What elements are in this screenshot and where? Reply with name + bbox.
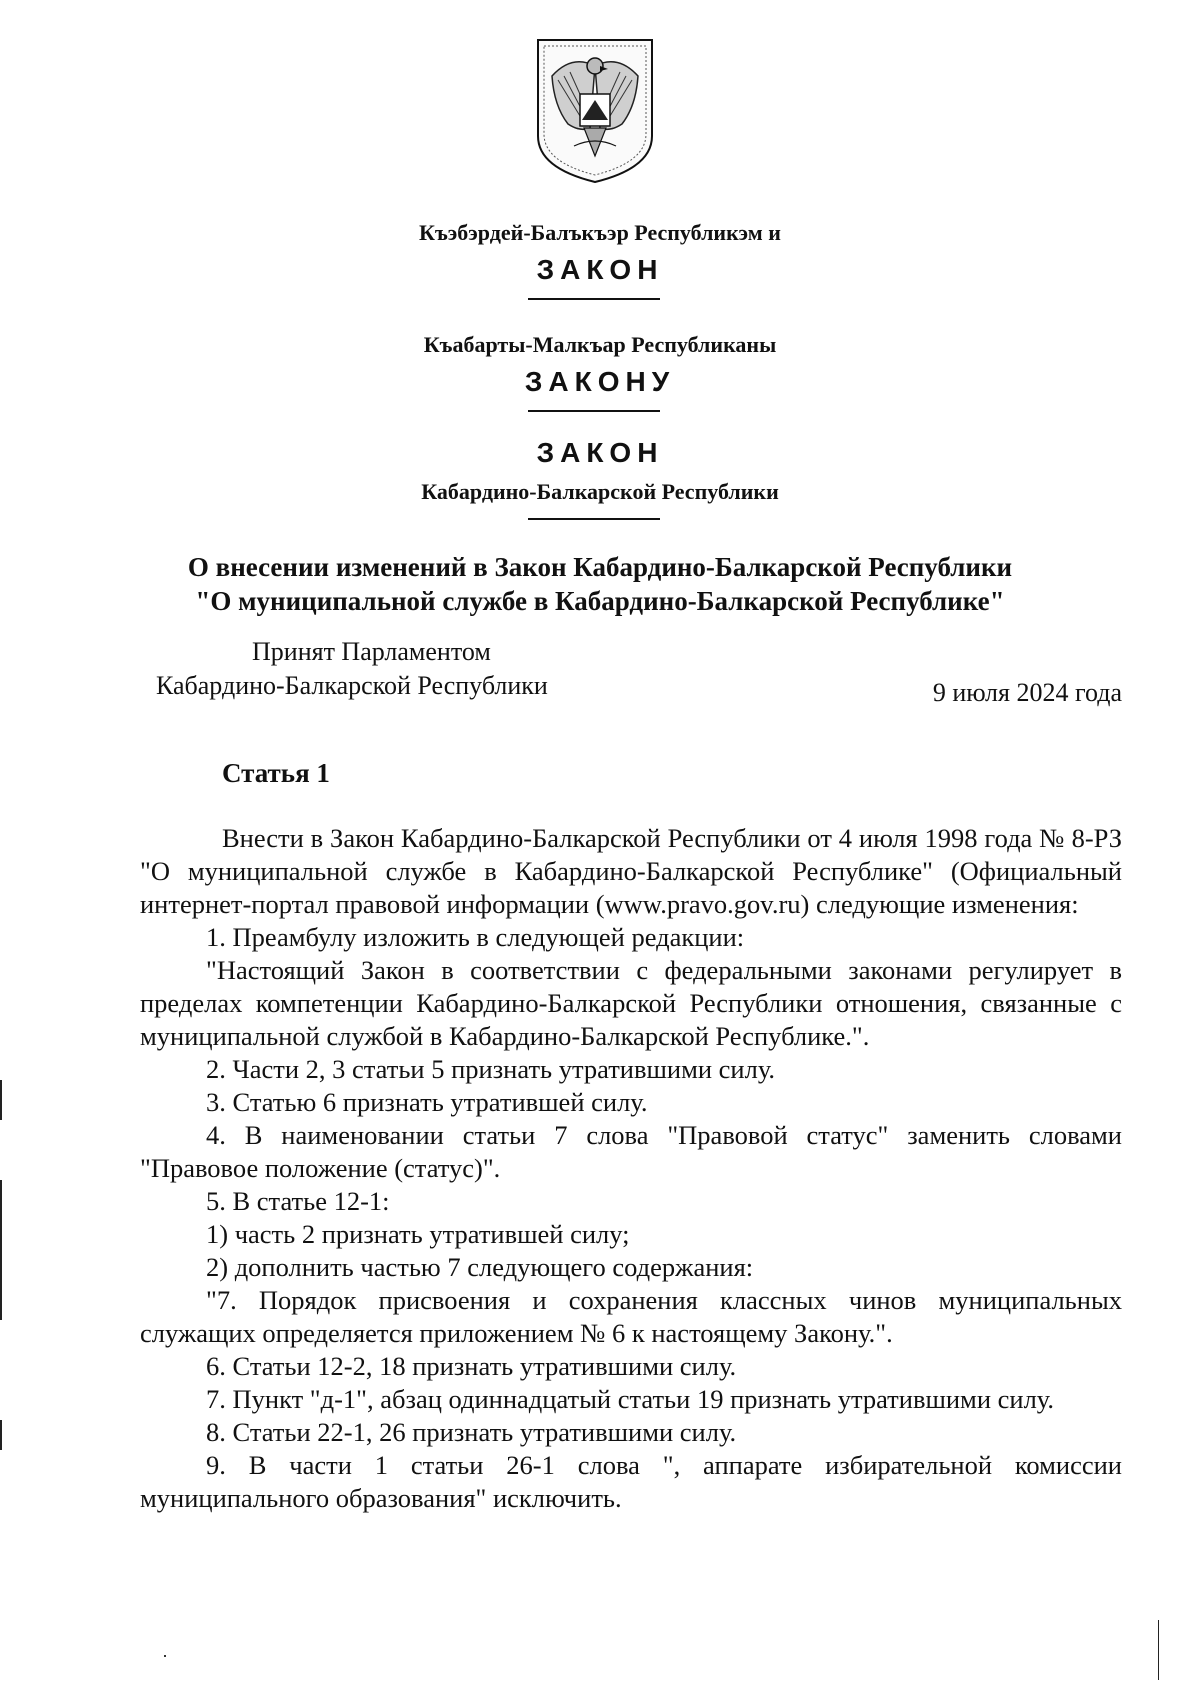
kabardian-law-word: ЗАКОН: [536, 254, 664, 285]
article-heading: Статья 1: [222, 758, 330, 788]
amendment-item: 1. Преамбулу изложить в следующей редакции:: [206, 922, 745, 952]
adoption-date: 9 июля 2024 года: [932, 678, 1122, 707]
amendment-item: 8. Статьи 22-1, 26 признать утратившими силу.: [206, 1417, 737, 1447]
amendment-item: 6. Статьи 12-2, 18 признать утратившими силу.: [206, 1351, 737, 1381]
amendment-item: 2) дополнить частью 7 следующего содержания:: [206, 1252, 754, 1282]
scan-margin-mark: [0, 1080, 2, 1120]
coat-of-arms-icon: [534, 36, 656, 184]
law-title-line-1: О внесении изменений в Закон Кабардино-Балкарской Республики: [187, 552, 1013, 582]
amendment-item: 1) часть 2 признать утратившей силу;: [206, 1219, 630, 1249]
article-body: [140, 822, 1122, 1515]
divider: [528, 518, 660, 520]
law-title-line-2: "О муниципальной службе в Кабардино-Балкарской Республике": [195, 586, 1005, 616]
scan-margin-mark: [0, 1180, 2, 1320]
adopted-by-line-2: Кабардино-Балкарской Республики: [156, 671, 548, 700]
russian-heading: Кабардино-Балкарской Республики: [421, 479, 779, 504]
amendment-item: 5. В статье 12-1:: [206, 1186, 390, 1216]
coat-of-arms-emblem: [534, 36, 656, 184]
amendment-item: 7. Пункт "д-1", абзац одиннадцатый статьи 19 признать утратившими силу.: [206, 1384, 1055, 1414]
scan-margin-mark: [1158, 1620, 1159, 1680]
russian-law-word: ЗАКОН: [536, 437, 664, 468]
amendment-item: 2. Части 2, 3 статьи 5 признать утратившими силу.: [206, 1054, 776, 1084]
law-title: [150, 550, 1050, 618]
scan-margin-mark: [0, 1420, 2, 1450]
divider: [528, 298, 660, 300]
scan-speck: [164, 1655, 166, 1657]
balkar-law-word: ЗАКОНУ: [524, 366, 676, 397]
adopted-by-line-1: Принят Парламентом: [252, 637, 491, 666]
divider: [528, 410, 660, 412]
article-intro: Внести в Закон Кабардино-Балкарской Республики от 4 июля 1998 года № 8-РЗ "О муниципальной службе в Кабардино-Балкарской Республике" (Официальный интернет-портал правовой информации (www.pravo.gov.ru) следующие изменения:: [140, 823, 1122, 919]
balkar-heading: Къабарты-Малкъар Республиканы: [423, 332, 777, 357]
kabardian-heading: Къэбэрдей-Балъкъэр Республикэм и: [419, 220, 781, 245]
amendment-item: "Настоящий Закон в соответствии с федеральными законами регулирует в пределах компетенции Кабардино-Балкарской Республики отношения, связанные с муниципальной службой в Кабардино-Балкарской Республике.".: [140, 955, 1122, 1051]
amendment-item: 9. В части 1 статьи 26-1 слова ", аппарате избирательной комиссии муниципального образования" исключить.: [140, 1450, 1122, 1513]
amendment-item: 3. Статью 6 признать утратившей силу.: [206, 1087, 648, 1117]
amendment-item: "7. Порядок присвоения и сохранения классных чинов муниципальных служащих определяется приложением № 6 к настоящему Закону.".: [140, 1285, 1122, 1348]
amendment-item: 4. В наименовании статьи 7 слова "Правовой статус" заменить словами "Правовое положение (статус)".: [140, 1120, 1122, 1183]
